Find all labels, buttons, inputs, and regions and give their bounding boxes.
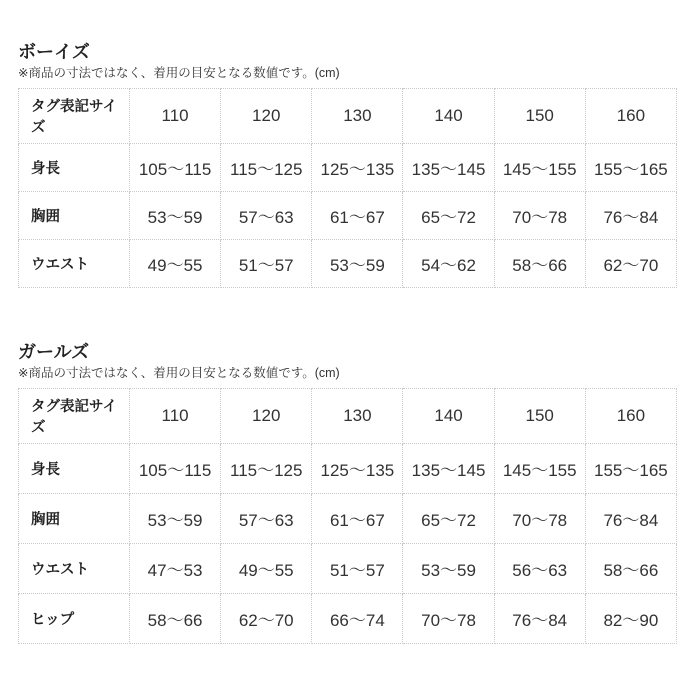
measurement-value-cell: 62〜70 xyxy=(585,240,676,288)
measurement-row xyxy=(19,594,677,644)
girls-size-section xyxy=(18,341,682,644)
measurement-value-cell: 105〜115 xyxy=(130,144,221,192)
measurement-value-cell: 65〜72 xyxy=(403,494,494,544)
measurement-value-cell: 82〜90 xyxy=(585,594,676,644)
measurement-label-cell: ヒップ xyxy=(19,594,130,644)
size-column-header: 130 xyxy=(312,89,403,144)
size-column-header: 130 xyxy=(312,389,403,444)
size-column-header: 120 xyxy=(221,89,312,144)
tag-size-header-cell: タグ表記サイズ xyxy=(19,389,130,444)
size-column-header: 150 xyxy=(494,389,585,444)
measurement-value-cell: 145〜155 xyxy=(494,144,585,192)
measurement-label-cell: 胸囲 xyxy=(19,192,130,240)
section-title: ボーイズ xyxy=(18,42,90,62)
size-column-header: 110 xyxy=(130,389,221,444)
measurement-value-cell: 49〜55 xyxy=(221,544,312,594)
measurement-row xyxy=(19,240,677,288)
measurement-label-cell: 身長 xyxy=(19,444,130,494)
tag-size-header-cell: タグ表記サイズ xyxy=(19,89,130,144)
measurement-value-cell: 70〜78 xyxy=(494,192,585,240)
measurement-value-cell: 57〜63 xyxy=(221,192,312,240)
section-note: ※商品の寸法ではなく、着用の目安となる数値です。(cm) xyxy=(18,66,340,80)
measurement-value-cell: 76〜84 xyxy=(585,494,676,544)
measurement-value-cell: 135〜145 xyxy=(403,444,494,494)
measurement-value-cell: 66〜74 xyxy=(312,594,403,644)
measurement-value-cell: 61〜67 xyxy=(312,494,403,544)
size-header-row xyxy=(19,89,677,144)
measurement-value-cell: 62〜70 xyxy=(221,594,312,644)
measurement-value-cell: 53〜59 xyxy=(130,494,221,544)
size-column-header: 140 xyxy=(403,389,494,444)
measurement-value-cell: 53〜59 xyxy=(312,240,403,288)
measurement-label-cell: 身長 xyxy=(19,144,130,192)
measurement-value-cell: 57〜63 xyxy=(221,494,312,544)
measurement-value-cell: 47〜53 xyxy=(130,544,221,594)
measurement-value-cell: 54〜62 xyxy=(403,240,494,288)
measurement-label-cell: ウエスト xyxy=(19,544,130,594)
measurement-value-cell: 53〜59 xyxy=(403,544,494,594)
measurement-value-cell: 115〜125 xyxy=(221,144,312,192)
measurement-value-cell: 76〜84 xyxy=(585,192,676,240)
size-column-header: 120 xyxy=(221,389,312,444)
measurement-label-cell: ウエスト xyxy=(19,240,130,288)
measurement-value-cell: 125〜135 xyxy=(312,444,403,494)
measurement-label-cell: 胸囲 xyxy=(19,494,130,544)
measurement-value-cell: 51〜57 xyxy=(221,240,312,288)
size-column-header: 160 xyxy=(585,389,676,444)
measurement-row xyxy=(19,144,677,192)
girls-size-table xyxy=(18,388,677,644)
measurement-value-cell: 49〜55 xyxy=(130,240,221,288)
measurement-value-cell: 115〜125 xyxy=(221,444,312,494)
size-column-header: 110 xyxy=(130,89,221,144)
measurement-value-cell: 155〜165 xyxy=(585,444,676,494)
measurement-value-cell: 61〜67 xyxy=(312,192,403,240)
measurement-row xyxy=(19,494,677,544)
size-column-header: 150 xyxy=(494,89,585,144)
boys-size-table xyxy=(18,88,677,288)
measurement-value-cell: 65〜72 xyxy=(403,192,494,240)
measurement-row xyxy=(19,192,677,240)
measurement-value-cell: 125〜135 xyxy=(312,144,403,192)
measurement-value-cell: 155〜165 xyxy=(585,144,676,192)
measurement-value-cell: 56〜63 xyxy=(494,544,585,594)
measurement-row xyxy=(19,444,677,494)
measurement-value-cell: 58〜66 xyxy=(494,240,585,288)
section-note: ※商品の寸法ではなく、着用の目安となる数値です。(cm) xyxy=(18,366,340,380)
boys-size-section xyxy=(18,41,682,288)
measurement-value-cell: 53〜59 xyxy=(130,192,221,240)
size-column-header: 160 xyxy=(585,89,676,144)
size-column-header: 140 xyxy=(403,89,494,144)
measurement-value-cell: 135〜145 xyxy=(403,144,494,192)
measurement-value-cell: 70〜78 xyxy=(494,494,585,544)
section-title: ガールズ xyxy=(18,342,90,362)
measurement-value-cell: 70〜78 xyxy=(403,594,494,644)
measurement-value-cell: 58〜66 xyxy=(130,594,221,644)
size-header-row xyxy=(19,389,677,444)
measurement-value-cell: 145〜155 xyxy=(494,444,585,494)
measurement-value-cell: 51〜57 xyxy=(312,544,403,594)
measurement-value-cell: 105〜115 xyxy=(130,444,221,494)
measurement-value-cell: 76〜84 xyxy=(494,594,585,644)
size-chart-sections xyxy=(18,41,682,644)
measurement-row xyxy=(19,544,677,594)
measurement-value-cell: 58〜66 xyxy=(585,544,676,594)
